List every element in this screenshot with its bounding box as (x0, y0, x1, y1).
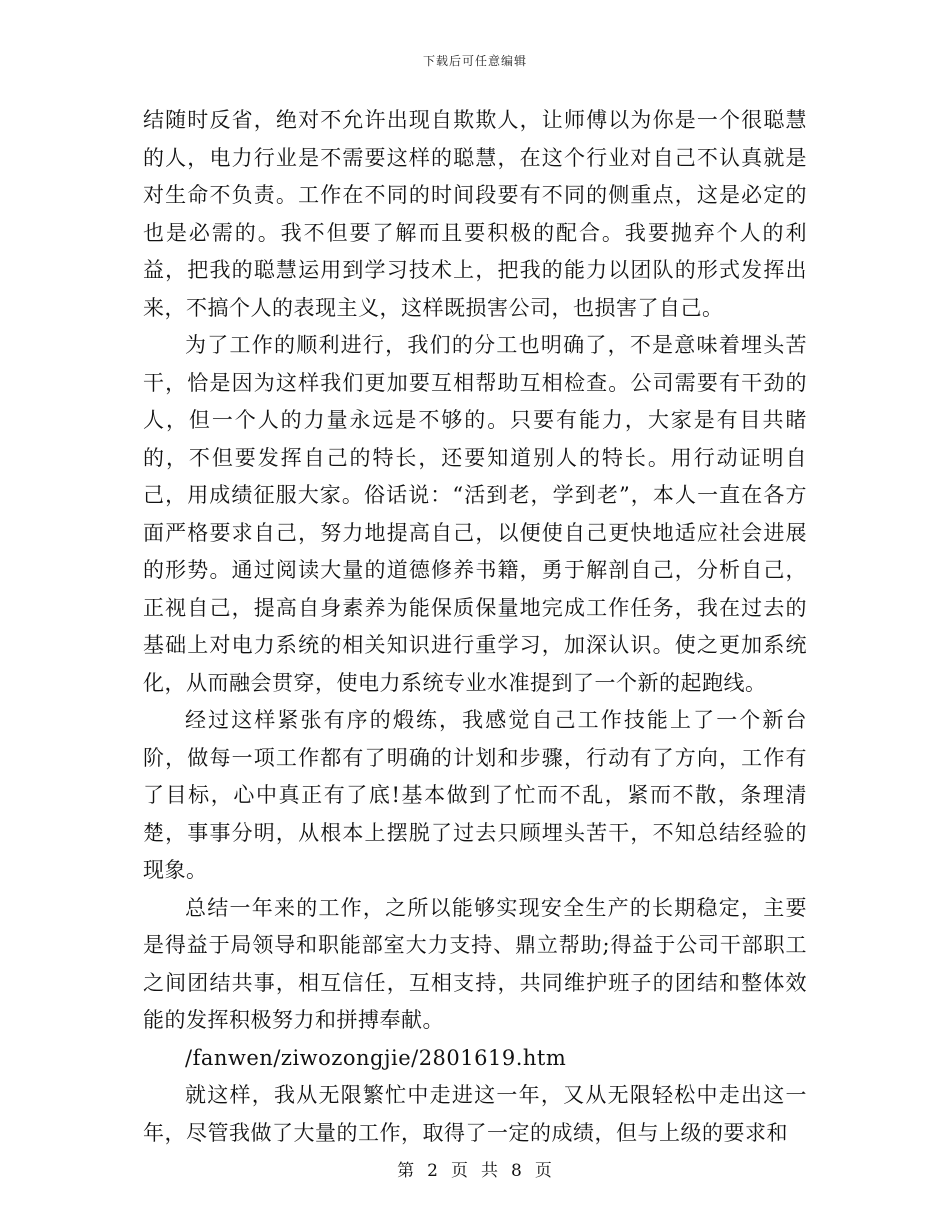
page-number: 2 (427, 1161, 439, 1181)
paragraph-closing: 就这样，我从无限繁忙中走进这一年，又从无限轻松中走出这一年，尽管我做了大量的工作，取得了一定的成绩，但与上级的要求和 (143, 1083, 807, 1145)
footer-prefix: 第 (397, 1161, 416, 1181)
paragraph-teamwork: 为了工作的顺利进行，我们的分工也明确了，不是意味着埋头苦干，恰是因为这样我们更加要互相帮助互相检查。公司需要有干劲的人，但一个人的力量永远是不够的。只要有能力，大家是有目共睹的，不但要发挥自己的特长，还要知道别人的特长。用行动证明自己，用成绩征服大家。俗话说：“活到老，学到老”，本人一直在各方面严格要求自己，努力地提高自己，以便使自己更快地适应社会进展的形势。通过阅读大量的道德修养书籍，勇于解剖自己，分析自己，正视自己，提高自身素养为能保质保量地完成工作任务，我在过去的基础上对电力系统的相关知识进行重学习，加深认识。使之更加系统化，从而融会贯穿，使电力系统专业水准提到了一个新的起跑线。 (143, 333, 807, 695)
page-footer (0, 1156, 950, 1181)
total-pages: 8 (511, 1161, 523, 1181)
document-body (143, 102, 807, 1152)
footer-total-suffix: 页 (534, 1161, 553, 1181)
footer-total-prefix: 共 (481, 1161, 499, 1181)
paragraph-continuation: 结随时反省，绝对不允许出现自欺欺人，让师傅以为你是一个很聪慧的人，电力行业是不需要这样的聪慧，在这个行业对自己不认真就是对生命不负责。工作在不同的时间段要有不同的侧重点，这是必定的也是必需的。我不但要了解而且要积极的配合。我要抛弃个人的利益，把我的聪慧运用到学习技术上，把我的能力以团队的形式发挥出来，不搞个人的表现主义，这样既损害公司，也损害了自己。 (143, 108, 807, 320)
paragraph-training: 经过这样紧张有序的煅练，我感觉自己工作技能上了一个新台阶，做每一项工作都有了明确的计划和步骤，行动有了方向，工作有了目标，心中真正有了底!基本做到了忙而不乱，紧而不散，条理清楚，事事分明，从根本上摆脱了过去只顾埋头苦干，不知总结经验的现象。 (143, 708, 807, 882)
page-header: 下载后可任意编辑 (422, 54, 527, 68)
url-line: /fanwen/ziwozongjie/2801619.htm (185, 1045, 567, 1070)
paragraph-summary: 总结一年来的工作，之所以能够实现安全生产的长期稳定，主要是得益于局领导和职能部室大力支持、鼎立帮助;得益于公司干部职工之间团结共事，相互信任，互相支持，共同维护班子的团结和整体效能的发挥积极努力和拼搏奉献。 (143, 895, 807, 1032)
footer-page-suffix: 页 (451, 1161, 469, 1181)
